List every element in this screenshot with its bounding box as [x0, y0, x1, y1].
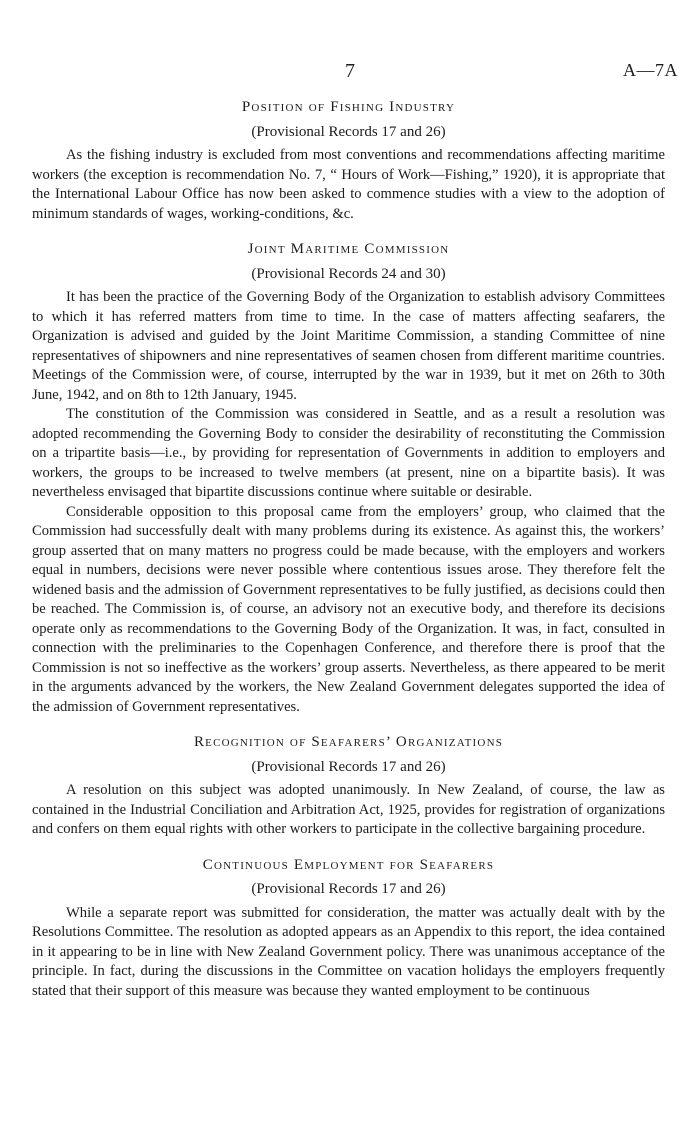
- document-reference: A—7A: [623, 60, 678, 80]
- section-heading: Joint Maritime Commission: [247, 241, 450, 257]
- section-joint-maritime-commission: [32, 240, 665, 717]
- section-subheading: (Provisional Records 17 and 26): [251, 881, 446, 897]
- paragraph: A resolution on this subject was adopted unanimously. In New Zealand, of course, the law as contained in the Industrial Conciliation and Arbitration Act, 1925, provides for registration of organizations and confers on them equal rights with other workers to participate in the collective bargaining procedure.: [32, 782, 665, 837]
- section-subheading: (Provisional Records 17 and 26): [251, 123, 446, 140]
- page-body: [32, 98, 665, 1001]
- section-heading: Recognition of Seafarers’ Organizations: [193, 734, 504, 750]
- section-heading: Position of Fishing Industry: [241, 99, 456, 115]
- section-continuous-employment: [32, 856, 665, 1002]
- section-subheading: (Provisional Records 17 and 26): [251, 758, 446, 775]
- paragraph: It has been the practice of the Governing Body of the Organization to establish advisory Committees to which it has referred matters from time to time. In the case of matters affecting seafarers, the Organization is advised and guided by the Joint Maritime Commission, a standing Committee of nine representatives of shipowners and nine representatives of seamen chosen from different maritime countries. Meetings of the Commission were, of course, interrupted by the war in 1939, but it met on 26th to 30th June, 1942, and on 8th to 12th January, 1945.: [32, 289, 665, 403]
- paragraph: As the fishing industry is excluded from most conventions and recommendations affecting maritime workers (the exception is recommendation No. 7, “ Hours of Work—Fishing,” 1920), it is appropriate that the International Labour Office has now been asked to commence studies with a view to the adoption of minimum standards of wages, working-conditions, &c.: [32, 147, 665, 222]
- paragraph: Considerable opposition to this proposal came from the employers’ group, who claimed that the Commission had successfully dealt with many problems during its existence. As against this, the workers’ group asserted that on many matters no progress could be made because, with the employers and workers equal in numbers, decisions were never possible where contentious issues arose. They therefore felt the widened basis and the admission of Government representatives to be fully justified, as decisions could then be reached. The Commission is, of course, an advisory not an executive body, and therefore its decisions operate only as recommendations to the Governing Body of the Organization. It was, in fact, consulted in connection with the preliminaries to the Copenhagen Conference, and therefore there is proof that the Commission is not so ineffective as the workers’ group asserts. Nevertheless, as there appeared to be merit in the arguments advanced by the workers, the New Zealand Government delegates supported the idea of the admission of Government representatives.: [32, 503, 665, 715]
- paragraph: The constitution of the Commission was considered in Seattle, and as a result a resolution was adopted recommending the Governing Body to consider the desirability of reconstituting the Commission on a tripartite basis—i.e., by providing for representation of Governments in addition to employers and workers, the groups to be increased to twelve members (at present, nine on a bipartite basis). It was nevertheless envisaged that bipartite discussions continue where suitable or desirable.: [32, 406, 665, 500]
- section-recognition-organizations: [32, 733, 665, 840]
- page-number: 7: [345, 60, 355, 82]
- section-fishing-industry: [32, 98, 665, 224]
- section-heading: Continuous Employment for Seafarers: [202, 856, 495, 873]
- section-subheading: (Provisional Records 24 and 30): [251, 265, 446, 282]
- paragraph: While a separate report was submitted for consideration, the matter was actually dealt with by the Resolutions Committee. The resolution as adopted appears as an Appendix to this report, the idea contained in it appearing to be in line with New Zealand Government policy. There was unanimous acceptance of the principle. In fact, during the discussions in the Committee on vacation holidays the employers frequently stated that their support of this measure was because they wanted employment to be continuous: [32, 904, 665, 999]
